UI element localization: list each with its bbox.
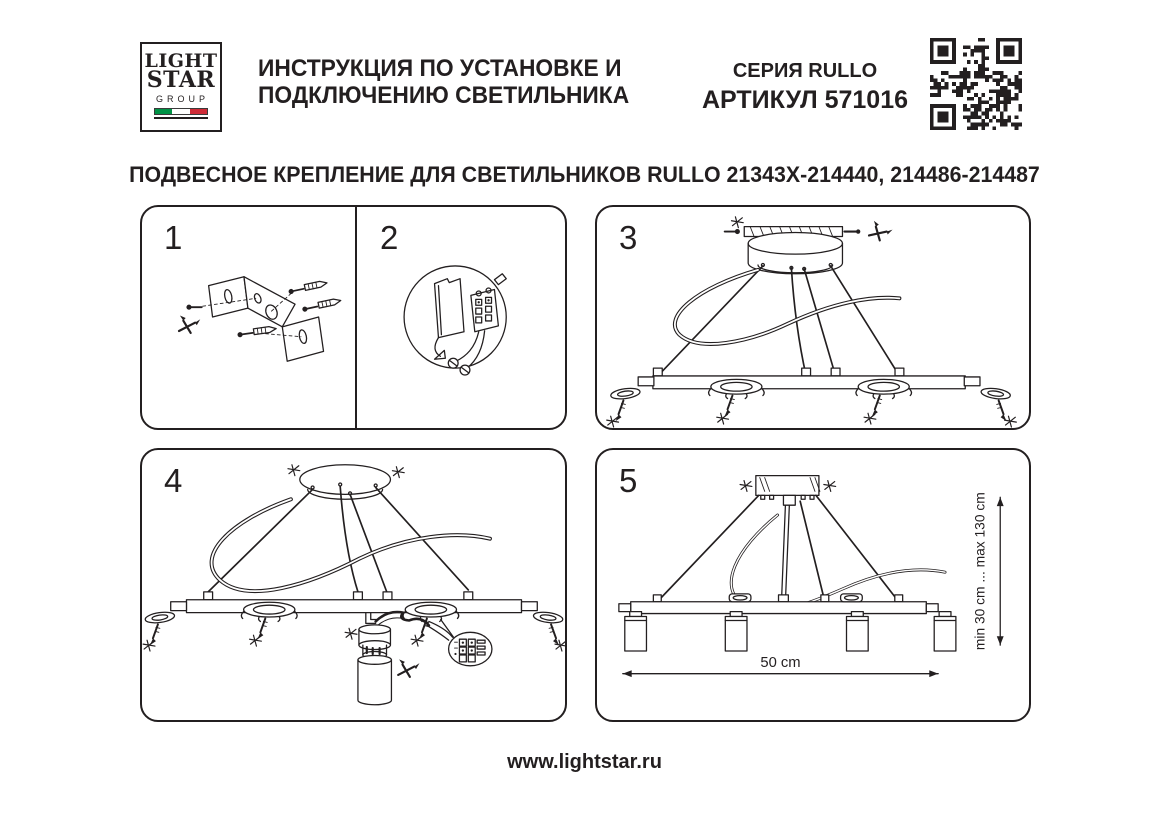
series-article-block [698,60,912,115]
logo-word-star: STAR [146,67,216,94]
lamp-shades [625,612,956,651]
logo-word-light: LIGHT [144,50,218,72]
page-title [258,55,629,109]
terminal-detail-circle [449,632,492,666]
website-url: www.lightstar.ru [507,751,662,773]
panel-step-3 [595,205,1031,430]
panel-step-5 [595,448,1031,722]
step-4-diagram [142,450,565,720]
italian-flag-stripe [154,108,208,115]
step-5-number: 5 [619,462,638,499]
width-label: 50 cm [760,654,801,671]
step-3-number: 3 [619,219,638,256]
fixture-bar [171,592,538,613]
article-number: АРТИКУЛ 571016 [701,86,909,114]
suspension-cables [658,266,900,376]
step-1-number: 1 [164,219,183,256]
power-cord [212,499,490,591]
step-4-number: 4 [164,462,183,499]
qr-code [930,38,1022,130]
panel-step-4 [140,448,567,722]
height-dimension [972,492,1003,650]
height-label: min 30 cm ... max 130 cm [972,492,988,651]
panel-steps-1-2 [140,205,567,430]
step-5-diagram [597,450,1029,720]
screwdriver-cross-icon [175,311,203,336]
title-line-1: ИНСТРУКЦИЯ ПО УСТАНОВКЕ И [258,55,622,82]
power-cord [731,515,945,611]
logo-word-group: GROUP [155,93,209,104]
power-cord [675,270,900,344]
title-line-2: ПОДКЛЮЧЕНИЮ СВЕТИЛЬНИКА [258,82,630,109]
step-1-2-diagram [142,207,565,428]
fixture-bar [619,594,938,614]
step-3-diagram [597,207,1029,428]
width-dimension [623,655,938,677]
suspension-cables [208,486,468,593]
lamp-shade [345,625,422,705]
wiring-detail-circle [404,266,506,375]
screwdriver-cross-icon [869,221,893,241]
series-label: СЕРИЯ RULLO [732,60,878,82]
lightstar-logo [140,42,222,132]
canopy [288,465,404,499]
suspension-cables [657,495,898,601]
screwdriver-cross-icon [394,655,422,680]
wall-bracket-diagram [175,277,341,361]
flag-underline [154,117,208,119]
subtitle: ПОДВЕСНОЕ КРЕПЛЕНИЕ ДЛЯ СВЕТИЛЬНИКОВ RULLO 21343X-214440, 214486-214487 [129,162,1040,187]
fixture-bar [638,368,980,389]
step-2-number: 2 [380,219,399,256]
